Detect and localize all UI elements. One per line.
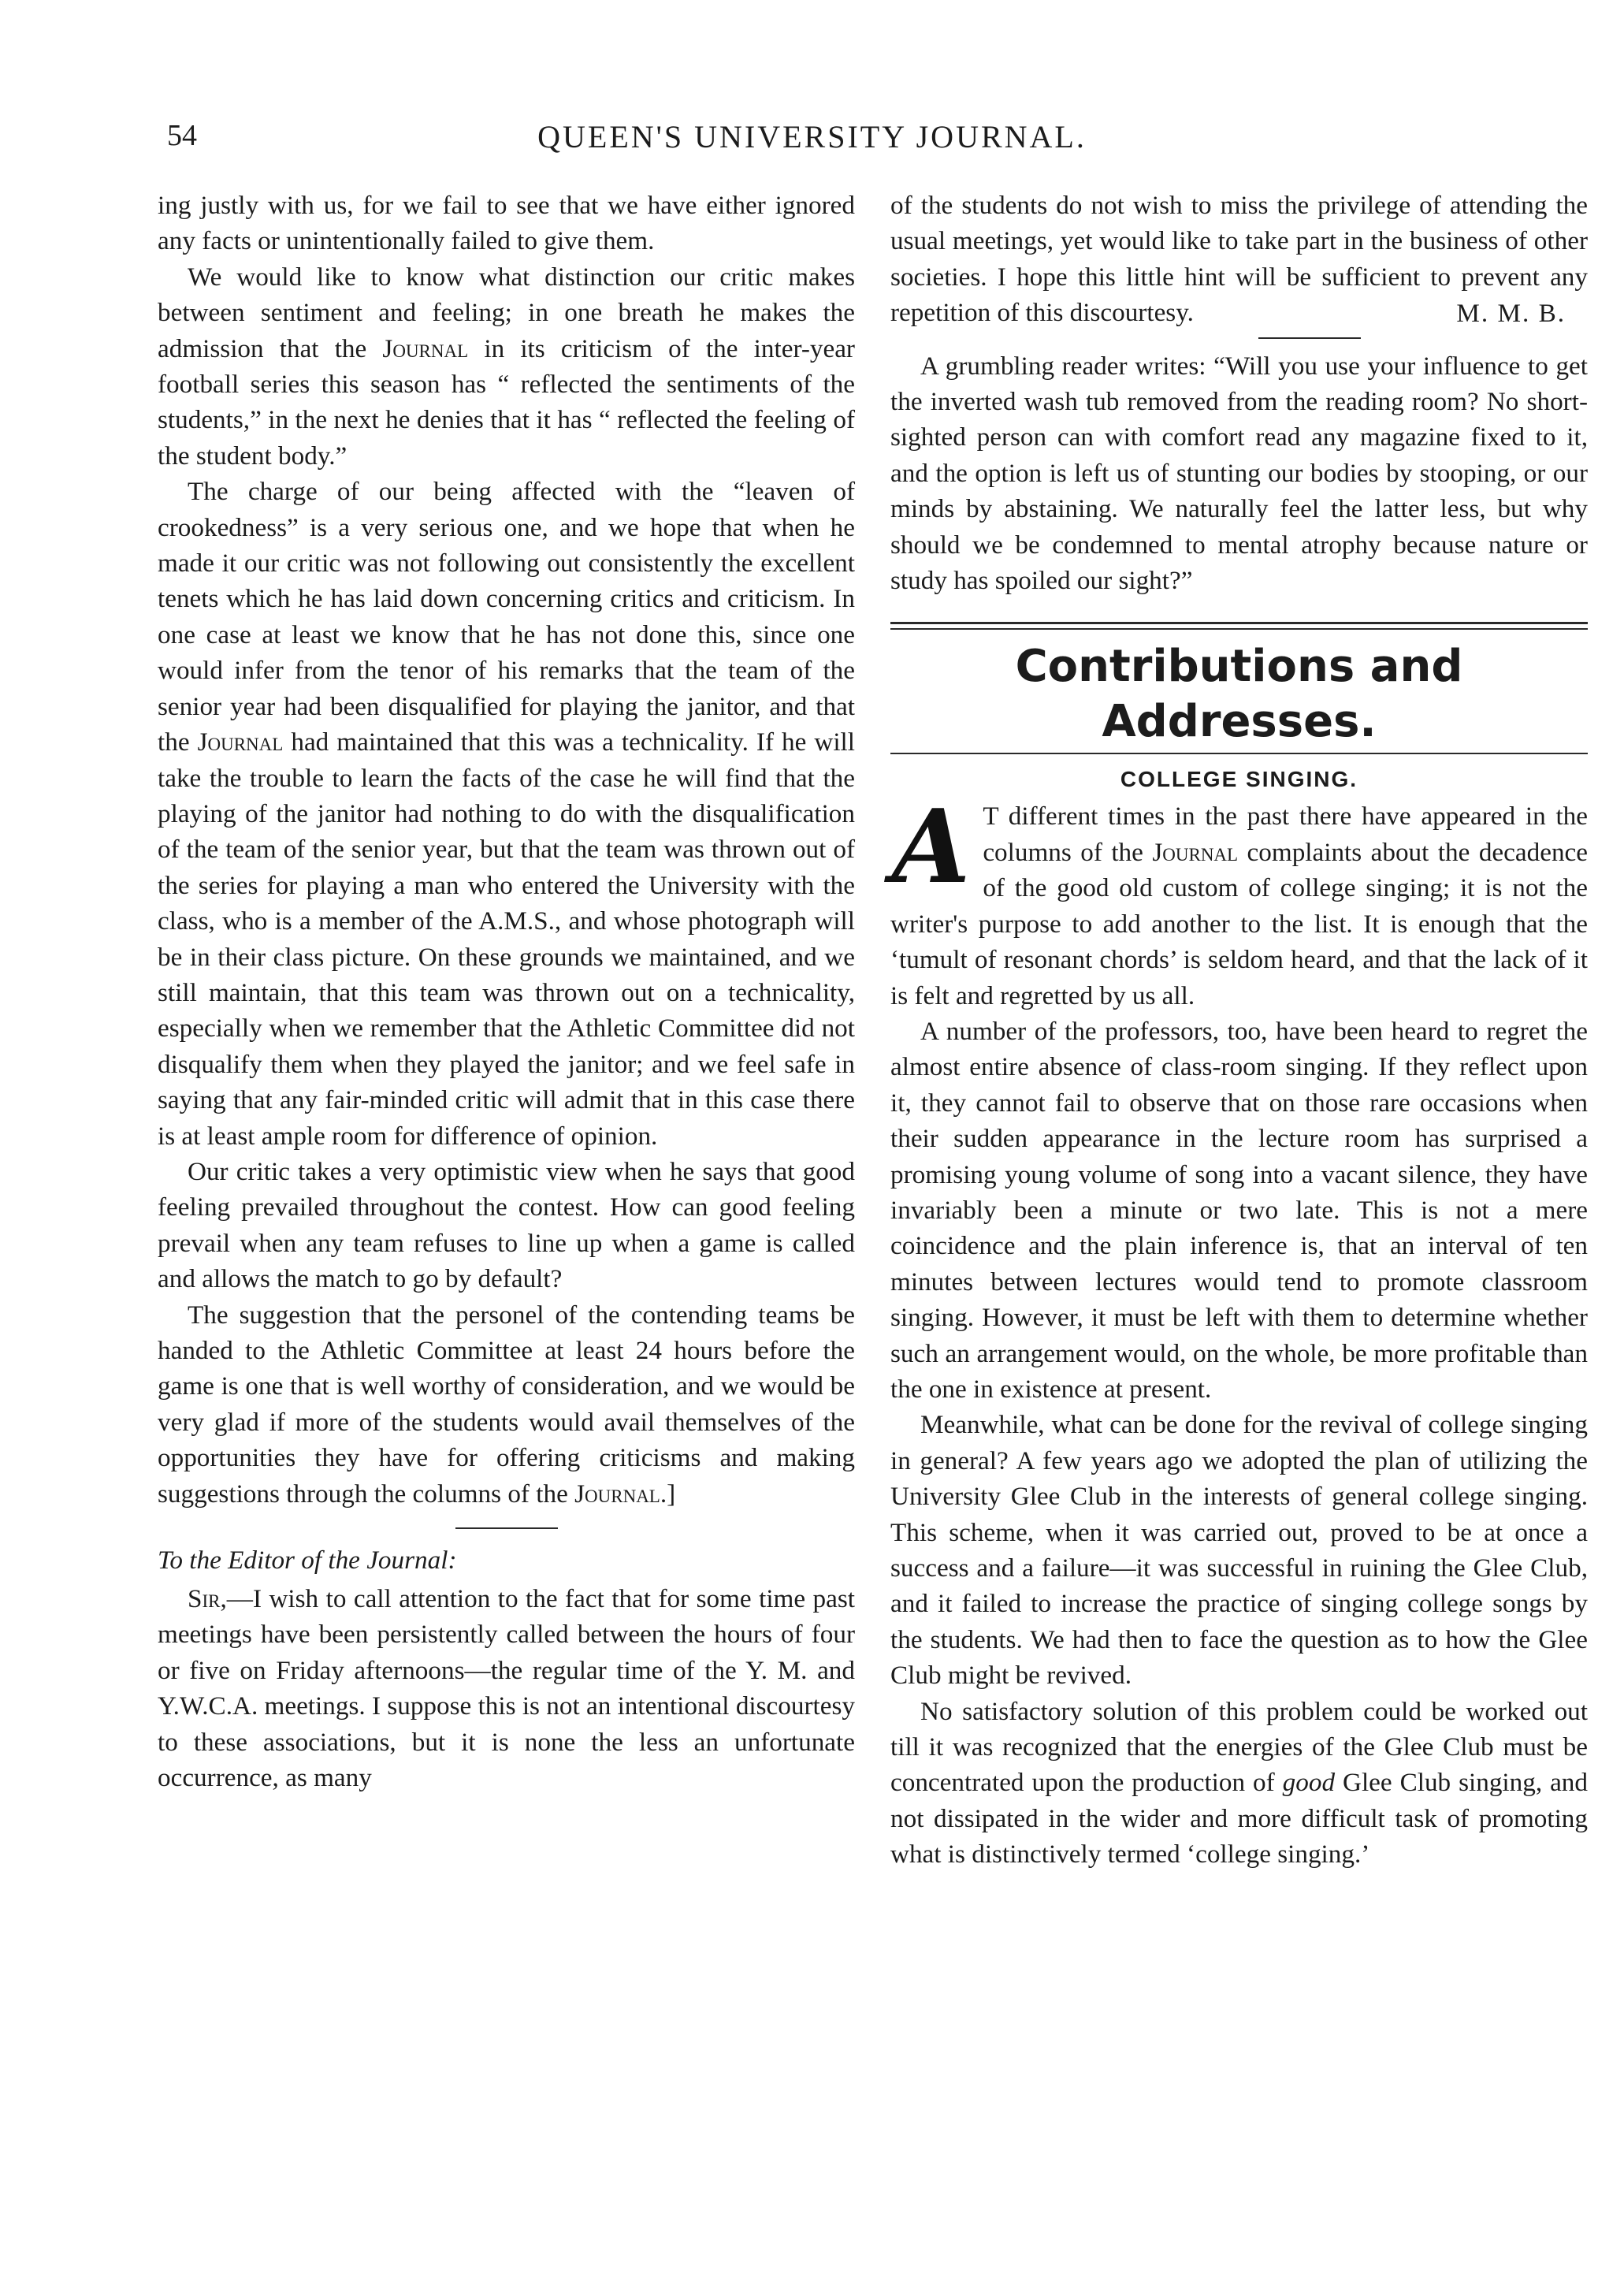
emphasis-good: good (1282, 1768, 1336, 1798)
letter-signature: M. M. B. (1456, 298, 1566, 328)
section-divider (455, 1527, 558, 1529)
left-column (158, 188, 855, 1795)
grumbling-reader-paragraph: A grumbling reader writes: “Will you use your influence to get the inverted wash tub removed from the reading room? No short-sighted person can with comfort read any magazine fixed to it, and the option is left us of stunting our bodies by stooping, or our minds by abstaining. We naturally feel the latter less, but why should we be condemned to mental atrophy because nature or study has spoiled our sight?” (890, 351, 1588, 596)
letter-salutation: To the Editor of the Journal: (158, 1546, 457, 1576)
paragraph-sentiment-feeling: We would like to know what distinction our critic makes between sentiment and feeling; in one breath he makes the admission that the Journal in its criticism of the inter-year football series this season has “ reflected the sentiments of the students,” in the next he denies that it has “ reflected the feeling of the student body.” (158, 262, 855, 471)
page-number: 54 (167, 119, 197, 152)
running-title: QUEEN'S UNIVERSITY JOURNAL. (537, 119, 1087, 154)
sir-smallcaps: Sir (188, 1584, 221, 1614)
section-heading: Contributions and Addresses. (1015, 641, 1463, 748)
paragraph-solution: No satisfactory solution of this problem could be worked out till it was recognized that the energies of the Glee Club must be concentrated upon the production of good Glee Club singing, and not dissipated in the wider and more difficult task of promoting what is distinctively termed ‘college singing.’ (890, 1696, 1588, 1869)
right-column (890, 188, 1588, 1873)
heading-bottom-rule (890, 753, 1588, 754)
paragraph-continuation: ing justly with us, for we fail to see that we have either ignored any facts or unintentionally failed to give them. (158, 191, 855, 256)
heading-top-rule (890, 622, 1588, 630)
page-header (0, 118, 1624, 166)
paragraph-suggestion: The suggestion that the personel of the contending teams be handed to the Athletic Committee at least 24 hours before the game is one that is well worthy of consideration, and we would be very glad if more of the students would avail themselves of the opportunities they have for offering criticisms and making suggestions through the columns of the Journal.] (158, 1300, 855, 1509)
letter-continuation: of the students do not wish to miss the privilege of attending the usual meetings, yet would like to take part in the business of other societies. I hope this little hint will be sufficient to prevent any repetition of this discourtesy. (890, 191, 1588, 328)
drop-cap: A (892, 788, 971, 907)
paragraph-optimistic-view: Our critic takes a very optimistic view when he says that good feeling prevailed throughout the contest. How can good feeling prevail when any team refuses to line up when a game is called and allows the match to go by default? (158, 1156, 855, 1294)
journal-smallcaps: Journal (1152, 837, 1239, 867)
journal-smallcaps: Journal (197, 727, 284, 757)
letter-body: Sir,—I wish to call attention to the fact that for some time past meetings have been persistently called between the hours of four or five on Friday afternoons—the regular time of the Y. M. and Y.W.C.A. meetings. I suppose this is not an intentional discourtesy to these associations, but it is none the less an unfortunate occurrence, as many (158, 1584, 855, 1793)
journal-smallcaps: Journal (574, 1479, 660, 1509)
article-title: COLLEGE SINGING. (1120, 767, 1358, 792)
section-divider (1258, 337, 1361, 339)
paragraph-professors: A number of the professors, too, have been heard to regret the almost entire absence of class-room singing. If they reflect upon it, they cannot fail to observe that on those rare occasions when their sudden appearance in the lecture room has surprised a promising young volume of song into a vacant silence, they have invariably been a minute or two late. This is not a mere coincidence and the plain inference is, that an interval of ten minutes between lectures would tend to promote classroom singing. However, it must be left with them to determine whether such an arrangement would, on the whole, be more profitable than the one in existence at present. (890, 1016, 1588, 1404)
journal-smallcaps: Journal (382, 333, 469, 363)
article-opening-paragraph: A T different times in the past there have appeared in the columns of the Journal complaints about the decadence of the good old custom of college singing; it is not the writer's purpose to add another to the list. It is enough that the ‘tumult of resonant chords’ is seldom heard, and that the lack of it is felt and regretted by us all. (890, 788, 1588, 1010)
paragraph-crookedness: The charge of our being affected with the “leaven of crookedness” is a very serious one, and we hope that when he made it our critic was not following out consistently the excellent tenets which he has laid down concerning critics and criticism. In one case at least we know that he has not done this, since one would infer from the tenor of his remarks that the team of the senior year had been disqualified for playing the janitor, and that the Journal had maintained that this was a technicality. If he will take the trouble to learn the facts of the case he will find that the playing of the janitor had nothing to do with the disqualification of the team of the senior year, but that the team was thrown out of the series for playing a man who entered the University with the class, who is a member of the A.M.S., and whose photograph will be in their class picture. On these grounds we maintained, and we still maintain, that this team was thrown out on a technicality, especially when we remember that the Athletic Committee did not disqualify them when they played the janitor; and we feel safe in saying that any fair-minded critic will admit that in this case there is at least ample room for difference of opinion. (158, 477, 855, 1151)
paragraph-glee-club: Meanwhile, what can be done for the revival of college singing in general? A few years ago we adopted the plan of utilizing the University Glee Club in the interests of general college singing. This scheme, when it was carried out, proved to be at once a success and a failure—it was successful in ruining the Glee Club, and it failed to increase the practice of singing college songs by the students. We had then to face the question as to how the Glee Club might be revived. (890, 1410, 1588, 1691)
